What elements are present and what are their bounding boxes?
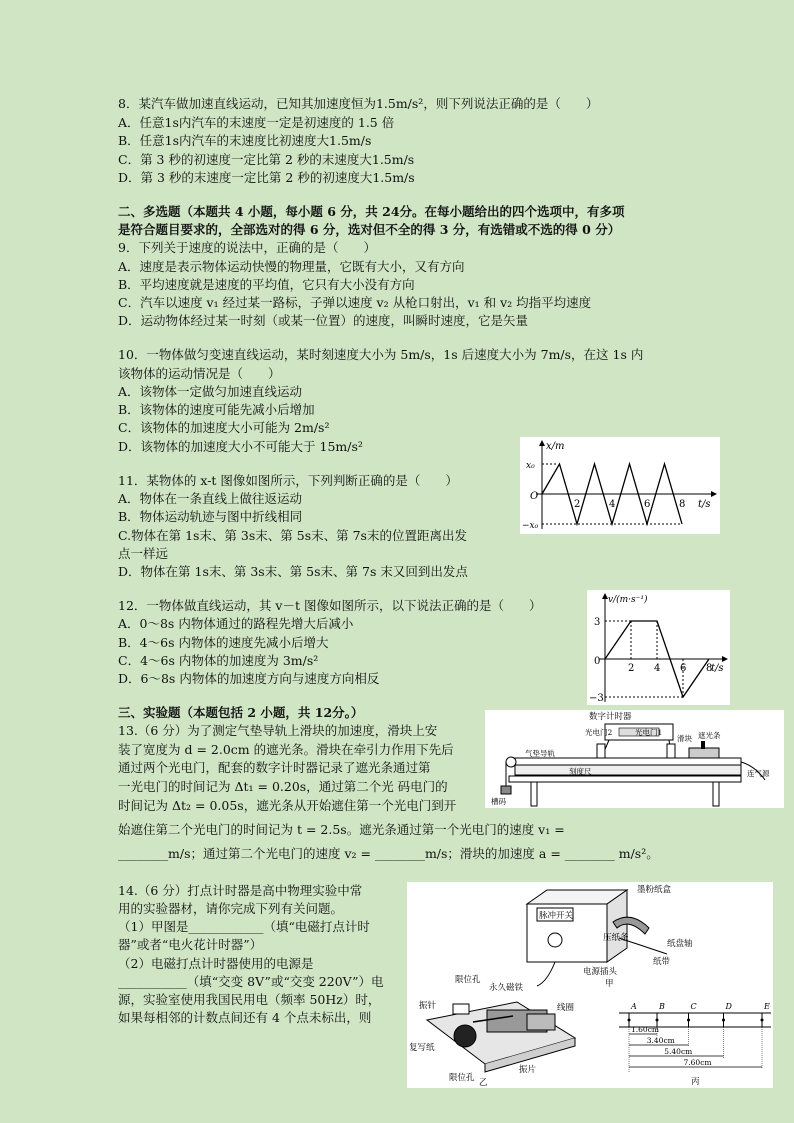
q14-yi-label-coil: 线圈 <box>557 1003 575 1013</box>
q12-option-b: B．4～6s 内物体的速度先减小后增大 <box>118 635 329 650</box>
q13-pulley <box>506 757 516 767</box>
q14-tape-label-B: B <box>659 1002 665 1011</box>
q14-line-6: ___________（填“交变 8V”或“交变 220V”）电 <box>118 974 384 989</box>
q13-strip-label: 遮光条 <box>698 731 721 740</box>
q11-stem: 11．某物体的 x-t 图像如图所示，下列判断正确的是（ ） <box>118 473 458 488</box>
q9-option-c: C．汽车以速度 v₁ 经过某一路标，子弹以速度 v₂ 从枪口射出，v₁ 和 v₂ 均指平均速度 <box>118 295 592 310</box>
q11-option-d: D．物体在第 1s末、第 3s末、第 5s末、第 7s 末又回到出发点 <box>118 564 468 579</box>
q13-weight <box>501 786 511 794</box>
q14-yi-label-reed: 振片 <box>519 1065 537 1075</box>
q11-option-c: C.物体在第 1s末、第 3s末、第 5s末、第 7s末的位置距离出发 <box>118 528 467 543</box>
q11-xt-graph <box>520 437 720 534</box>
q12-y-top: 3 <box>594 617 601 628</box>
q14-line-7: 源，实验室使用我国民用电（频率 50Hz）时， <box>118 992 381 1007</box>
q12-tick-2: 2 <box>628 663 635 674</box>
q12-x-label: t/s <box>711 663 724 674</box>
q10-option-b: B．该物体的速度可能先减小后增加 <box>118 402 315 417</box>
section2-heading-2: 是符合题目要求的，全部选对的得 6 分，选对但不全的得 3 分，有选错或不选的得 0 分） <box>118 222 621 237</box>
q11-y-label: x/m <box>546 441 565 452</box>
q9-option-d: D．运动物体经过某一时刻（或某一位置）的速度，叫瞬时速度，它是矢量 <box>118 313 529 328</box>
q14-tape-label-C: C <box>690 1002 697 1011</box>
q14-bing-caption: 丙 <box>691 1077 700 1087</box>
q12-tick-8: 8 <box>706 663 713 674</box>
q11-y-neg: −x₀ <box>522 521 539 531</box>
q13-line-3: 通过两个光电门，配套的数字计时器记录了遮光条通过第 <box>118 760 431 775</box>
q12-tick-4: 4 <box>654 663 661 674</box>
q14-yi-label-hole1: 限位孔 <box>455 975 481 985</box>
q12-stem: 12．一物体做直线运动，其 v－t 图像如图所示，以下说法正确的是（ ） <box>118 598 542 613</box>
q12-option-a: A．0～8s 内物体通过的路程先增大后减小 <box>118 616 354 631</box>
q14-yi-label-paper: 复写纸 <box>409 1043 435 1053</box>
q13-table-leg-right <box>713 782 719 806</box>
q14-tape-dot-C <box>687 1019 690 1022</box>
q14-dim-label-1: 3.40cm <box>646 1036 675 1045</box>
q14-dim-label-0: 1.60cm <box>631 1025 660 1034</box>
q12-option-d: D．6～8s 内物体的加速度方向与速度方向相反 <box>118 671 380 686</box>
q11-tick-4: 4 <box>609 499 616 510</box>
q9-option-a: A．速度是表示物体运动快慢的物理量，它既有大小，又有方向 <box>118 259 465 274</box>
q13-line-5: 时间记为 Δt₂ = 0.05s，遮光条从开始遮住第一个光电门到开 <box>118 798 457 813</box>
q13-table-top <box>509 776 741 782</box>
q14-timer-figure <box>407 882 773 1088</box>
q10-stem-2: 该物体的运动情况是（ ） <box>118 366 281 381</box>
q14-jia-label-plug: 电源插头 <box>583 967 618 977</box>
q13-wires <box>603 740 671 754</box>
q13-gate1-label: 光电门1 <box>635 728 663 737</box>
q14-tape-dot-A <box>628 1019 631 1022</box>
q14-jia-caption: 甲 <box>605 979 614 989</box>
q12-tick-6: 6 <box>680 663 687 674</box>
q14-line-1: 14.（6 分）打点计时器是高中物理实验中常 <box>118 883 363 898</box>
q13-strip <box>701 741 705 749</box>
q10-option-a: A．该物体一定做匀加速直线运动 <box>118 384 303 399</box>
q8-option-a: A．任意1s内汽车的末速度一定是初速度的 1.5 倍 <box>118 115 395 130</box>
q13-airtrack-figure <box>485 710 784 808</box>
q14-line-4: 器”或者“电火花计时器”） <box>118 937 263 952</box>
q14-yi-label-magnet: 永久磁铁 <box>489 983 524 993</box>
q10-option-c: C．该物体的加速度大小可能为 2m/s² <box>118 420 330 435</box>
q11-tick-8: 8 <box>679 499 686 510</box>
q13-weight-label: 槽码 <box>491 797 506 806</box>
q13-slider-label: 滑块 <box>677 734 692 743</box>
q14-yi-label-needle: 振针 <box>419 1001 437 1011</box>
q14-tape-label-D: D <box>725 1002 732 1011</box>
q8-stem: 8．某汽车做加速直线运动，已知其加速度恒为1.5m/s²，则下列说法正确的是（ ） <box>118 96 599 111</box>
q10-option-d: D．该物体的加速度大小不可能大于 15m/s² <box>118 439 363 454</box>
q13-gate2-label: 光电门2 <box>585 728 613 737</box>
q14-line-2: 用的实验器材，请你完成下列有关问题。 <box>118 901 344 916</box>
q13-line-4: 一光电门的时间记为 Δt₁ = 0.20s，通过第二个光 码电门的 <box>118 779 448 794</box>
q12-origin: 0 <box>594 656 601 667</box>
q14-jia-label-press: 压纸条 <box>603 933 629 943</box>
q13-table-leg-left <box>531 782 537 806</box>
q14-power-cord <box>537 962 555 986</box>
q14-jia-label-tape: 纸带 <box>653 957 671 967</box>
q13-ruler <box>515 765 741 775</box>
q14-jia-label-switch: 脉冲开关 <box>539 911 574 921</box>
q11-tick-6: 6 <box>644 499 651 510</box>
q12-y-bottom: −3 <box>589 693 604 704</box>
q13-line-6: 始遮住第二个光电门的时间记为 t = 2.5s。遮光条通过第一个光电门的速度 v₁ = <box>118 822 565 837</box>
q13-line-2: 装了宽度为 d = 2.0cm 的遮光条。滑块在牵引力作用下先后 <box>118 742 454 757</box>
q14-jia-knob <box>548 933 562 947</box>
q14-yi-coil <box>527 1014 555 1030</box>
q13-line-1: 13.（6 分）为了测定气垫导轨上滑块的加速度，滑块上安 <box>118 723 438 738</box>
q13-line-7: ________m/s；通过第二个光电门的速度 v₂ = ________m/s；滑块的加速度 a = ________ m/s²。 <box>118 846 659 861</box>
q11-option-b: B．物体运动轨迹与图中折线相同 <box>118 509 303 524</box>
q14-limit-hole-top <box>453 1004 469 1014</box>
q13-ruler-label: 刻度尺 <box>569 767 592 776</box>
q13-gate2 <box>597 744 605 758</box>
q14-tape-label-A: A <box>631 1002 637 1011</box>
q14-yi-caption: 乙 <box>479 1078 488 1088</box>
section2-heading-1: 二、多选题（本题共 4 小题，每小题 6 分，共 24分。在每小题给出的四个选项中，有多项 <box>118 204 625 219</box>
q13-gate1 <box>667 744 675 758</box>
q12-vt-graph <box>587 590 730 705</box>
q9-stem: 9．下列关于速度的说法中，正确的是（ ） <box>118 240 376 255</box>
q13-air-label: 连气源 <box>747 769 770 778</box>
q13-track <box>515 758 741 765</box>
q14-tape-dot-E <box>761 1019 764 1022</box>
q14-dim-label-2: 5.40cm <box>664 1047 693 1056</box>
q10-stem-1: 10．一物体做匀变速直线运动，某时刻速度大小为 5m/s，1s 后速度大小为 7m/s，在这 1s 内 <box>118 347 644 362</box>
q11-origin: O <box>530 491 539 502</box>
q8-option-d: D．第 3 秒的末速度一定比第 2 秒的初速度大1.5m/s <box>118 170 415 185</box>
q14-tape-dot-D <box>722 1019 725 1022</box>
q9-option-b: B．平均速度就是速度的平均值，它只有大小没有方向 <box>118 277 415 292</box>
q14-jia-label-axle: 纸盘轴 <box>667 939 693 949</box>
q14-tape-label-E: E <box>764 1002 770 1011</box>
q13-timer-label: 数字计时器 <box>589 712 632 722</box>
q12-option-c: C．4～6s 内物体的加速度为 3m/s² <box>118 653 319 668</box>
q13-track-label: 气垫导轨 <box>525 749 555 758</box>
q14-line-5: （2）电磁打点计时器使用的电源是 <box>118 956 314 971</box>
q14-line-3: （1）甲图是____________（填“电磁打点计时 <box>118 919 370 934</box>
q11-tick-2: 2 <box>574 499 581 510</box>
q8-option-c: C．第 3 秒的初速度一定比第 2 秒的末速度大1.5m/s <box>118 152 415 167</box>
q14-tape-dot-B <box>656 1019 659 1022</box>
q11-option-c-cont: 点一样远 <box>118 546 169 561</box>
q14-carbon-paper <box>454 1025 476 1047</box>
q11-y-pos: x₀ <box>526 461 535 471</box>
q12-y-label: v/(m·s⁻¹) <box>608 595 648 605</box>
q13-slider <box>689 748 719 758</box>
section3-heading: 三、实验题（本题包括 2 小题，共 12分。） <box>118 705 364 720</box>
q14-yi-label-hole2: 限位孔 <box>449 1073 475 1083</box>
q11-option-a: A．物体在一条直线上做往返运动 <box>118 491 303 506</box>
q8-option-b: B．任意1s内汽车的末速度比初速度大1.5m/s <box>118 133 372 148</box>
q11-x-label: t/s <box>698 499 711 510</box>
q14-jia-label-ink: 墨粉纸盒 <box>637 885 672 895</box>
q14-line-8: 如果每相邻的计数点间还有 4 个点未标出，则 <box>118 1010 372 1025</box>
q14-dim-label-3: 7.60cm <box>683 1058 712 1067</box>
